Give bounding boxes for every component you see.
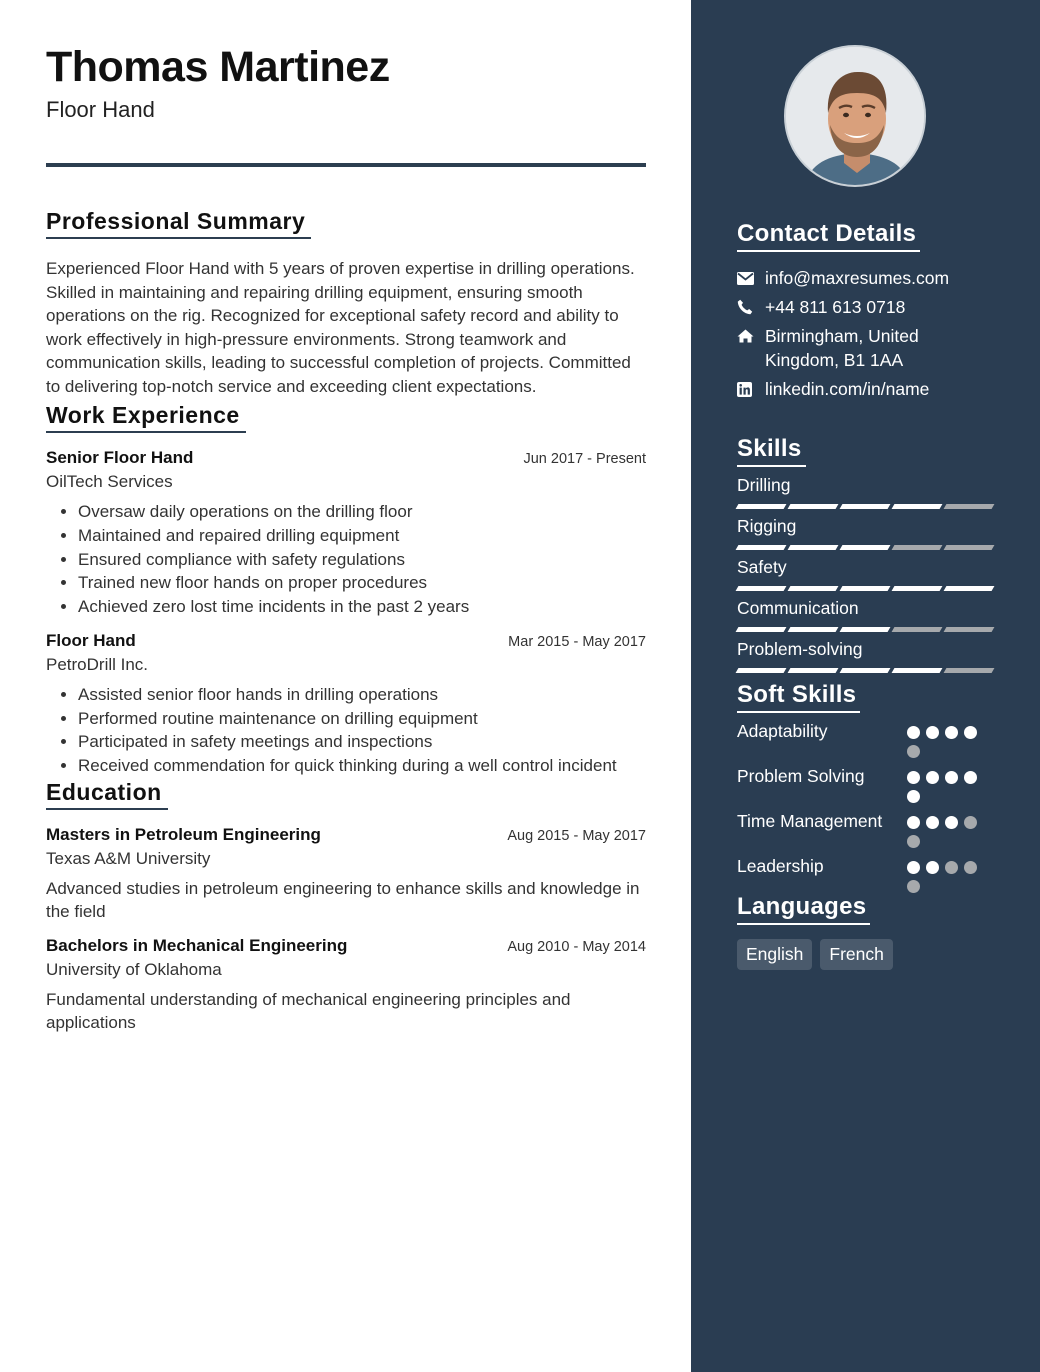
soft-skill-level-dot: [945, 726, 958, 739]
soft-skill-level-dots: [907, 765, 979, 803]
section-title-languages: Languages: [737, 893, 870, 925]
skill-level-segment: [788, 504, 839, 509]
soft-skill-item: [737, 855, 997, 893]
language-chips: [737, 939, 997, 970]
section-title-experience: Work Experience: [46, 402, 246, 433]
soft-skill-level-dots: [907, 810, 979, 848]
skill-level-segment: [944, 586, 995, 591]
skill-level-segment: [736, 545, 787, 550]
skill-level-bars: [737, 586, 997, 591]
skill-level-segment: [788, 545, 839, 550]
job-title: Senior Floor Hand: [46, 448, 194, 468]
email-text: info@maxresumes.com: [765, 268, 950, 288]
list-item: • Achieved zero lost time incidents in the past 2 years: [78, 595, 646, 619]
job-company: PetroDrill Inc.: [46, 654, 149, 674]
skill-item: [737, 598, 997, 632]
education-dates: Aug 2010 - May 2014: [507, 938, 646, 955]
section-title-summary: Professional Summary: [46, 208, 311, 239]
skill-level-segment: [736, 627, 787, 632]
linkedin-icon: [737, 377, 765, 401]
list-item: • Maintained and repaired drilling equipment: [78, 524, 646, 548]
soft-skill-item: [737, 765, 997, 803]
contact-linkedin[interactable]: [737, 377, 997, 401]
skill-name: Safety: [737, 557, 787, 577]
job-company: OilTech Services: [46, 472, 173, 492]
skill-level-segment: [840, 504, 891, 509]
skill-level-segment: [840, 586, 891, 591]
skill-level-segment: [944, 545, 995, 550]
soft-skill-level-dot: [945, 861, 958, 874]
soft-skill-level-dot: [964, 771, 977, 784]
sidebar-content: [737, 220, 997, 970]
experience-section: [46, 402, 646, 777]
job-bullets: [46, 683, 646, 778]
degree-title: Bachelors in Mechanical Engineering: [46, 935, 348, 955]
section-title-soft-skills: Soft Skills: [737, 681, 860, 713]
main-column: [46, 44, 646, 1035]
section-title-skills: Skills: [737, 435, 806, 467]
job-entry: [46, 631, 646, 778]
soft-skill-level-dot: [907, 790, 920, 803]
envelope-icon: [737, 266, 765, 290]
soft-skill-name: Time Management: [737, 811, 883, 831]
summary-section: [46, 208, 646, 398]
soft-skill-level-dot: [926, 771, 939, 784]
phone-icon: [737, 295, 765, 319]
skills-list: [737, 475, 997, 673]
job-title: Floor Hand: [46, 630, 136, 650]
contact-address: [737, 324, 997, 372]
language-chip: French: [820, 939, 892, 970]
skill-name: Problem-solving: [737, 639, 863, 659]
list-item: • Assisted senior floor hands in drilling operations: [78, 683, 646, 707]
avatar-illustration: [786, 47, 926, 187]
job-dates: Jun 2017 - Present: [523, 451, 646, 468]
phone-text: +44 811 613 0718: [765, 297, 906, 317]
soft-skill-level-dot: [907, 816, 920, 829]
skill-level-segment: [892, 504, 943, 509]
list-item: • Participated in safety meetings and inspections: [78, 730, 646, 754]
address-text: Birmingham, United Kingdom, B1 1AA: [765, 326, 919, 370]
soft-skill-level-dot: [907, 771, 920, 784]
soft-skill-item: [737, 810, 997, 848]
skill-item: [737, 639, 997, 673]
skill-level-bars: [737, 668, 997, 673]
candidate-title: Floor Hand: [46, 97, 155, 123]
language-chip: English: [737, 939, 812, 970]
list-item: • Received commendation for quick thinking during a well control incident: [78, 754, 646, 778]
skill-level-segment: [788, 668, 839, 673]
school-name: University of Oklahoma: [46, 959, 222, 979]
soft-skill-level-dots: [907, 720, 979, 758]
skill-level-segment: [944, 627, 995, 632]
soft-skill-level-dot: [907, 745, 920, 758]
degree-title: Masters in Petroleum Engineering: [46, 824, 321, 844]
home-icon: [737, 324, 765, 348]
skill-level-bars: [737, 545, 997, 550]
sidebar: [691, 0, 1040, 1372]
education-dates: Aug 2015 - May 2017: [507, 827, 646, 844]
soft-skill-level-dot: [964, 861, 977, 874]
candidate-name: Thomas Martinez: [46, 43, 390, 91]
skill-item: [737, 557, 997, 591]
contact-email[interactable]: [737, 266, 997, 290]
section-title-contact: Contact Details: [737, 220, 920, 252]
skill-level-segment: [840, 668, 891, 673]
soft-skill-level-dot: [945, 771, 958, 784]
contact-list: [737, 266, 997, 401]
soft-skill-level-dot: [907, 835, 920, 848]
education-entry: [46, 936, 646, 1035]
skill-level-segment: [892, 668, 943, 673]
skill-level-segment: [736, 668, 787, 673]
school-name: Texas A&M University: [46, 848, 211, 868]
soft-skill-name: Adaptability: [737, 721, 828, 741]
skill-level-bars: [737, 627, 997, 632]
skill-level-segment: [736, 504, 787, 509]
soft-skill-level-dot: [945, 816, 958, 829]
linkedin-text: linkedin.com/in/name: [765, 379, 930, 399]
skill-level-segment: [892, 545, 943, 550]
soft-skill-level-dot: [964, 816, 977, 829]
soft-skill-level-dot: [907, 861, 920, 874]
skill-level-segment: [736, 586, 787, 591]
soft-skill-name: Leadership: [737, 856, 824, 876]
soft-skill-level-dots: [907, 855, 979, 893]
skill-level-segment: [892, 586, 943, 591]
skill-level-bars: [737, 504, 997, 509]
soft-skill-name: Problem Solving: [737, 766, 865, 786]
profile-photo: [784, 45, 926, 187]
skill-name: Drilling: [737, 475, 791, 495]
skill-item: [737, 475, 997, 509]
skill-level-segment: [788, 586, 839, 591]
skill-level-segment: [892, 627, 943, 632]
soft-skill-level-dot: [926, 816, 939, 829]
education-section: [46, 779, 646, 1035]
job-entry: [46, 448, 646, 619]
contact-phone[interactable]: [737, 295, 997, 319]
job-dates: Mar 2015 - May 2017: [508, 633, 646, 650]
skill-name: Rigging: [737, 516, 797, 536]
header-divider: [46, 163, 646, 167]
soft-skill-level-dot: [907, 880, 920, 893]
education-description: Advanced studies in petroleum engineering to enhance skills and knowledge in the field: [46, 878, 640, 922]
skill-name: Communication: [737, 598, 859, 618]
list-item: • Ensured compliance with safety regulations: [78, 548, 646, 572]
list-item: • Oversaw daily operations on the drilling floor: [78, 500, 646, 524]
section-title-education: Education: [46, 779, 168, 810]
skill-level-segment: [944, 668, 995, 673]
skill-level-segment: [840, 627, 891, 632]
list-item: • Performed routine maintenance on drilling equipment: [78, 707, 646, 731]
skill-level-segment: [944, 504, 995, 509]
education-description: Fundamental understanding of mechanical engineering principles and applications: [46, 989, 571, 1033]
soft-skill-level-dot: [907, 726, 920, 739]
skill-item: [737, 516, 997, 550]
skill-level-segment: [840, 545, 891, 550]
soft-skills-list: [737, 720, 997, 893]
summary-text: Experienced Floor Hand with 5 years of proven expertise in drilling operations. Skilled in maintaining and repairing drilling equipment, ensuring smooth operations on the rig. Recognized for exceptional safety record and ability to work effectively in high-pressure environments. Strong teamwork and communication skills, leading to successful completion of projects. Committed to delivering top-notch service and exceeding client expectations.: [46, 259, 635, 396]
education-entry: [46, 825, 646, 924]
soft-skill-item: [737, 720, 997, 758]
list-item: • Trained new floor hands on proper procedures: [78, 571, 646, 595]
job-bullets: [46, 500, 646, 619]
soft-skill-level-dot: [926, 861, 939, 874]
soft-skill-level-dot: [926, 726, 939, 739]
skill-level-segment: [788, 627, 839, 632]
soft-skill-level-dot: [964, 726, 977, 739]
